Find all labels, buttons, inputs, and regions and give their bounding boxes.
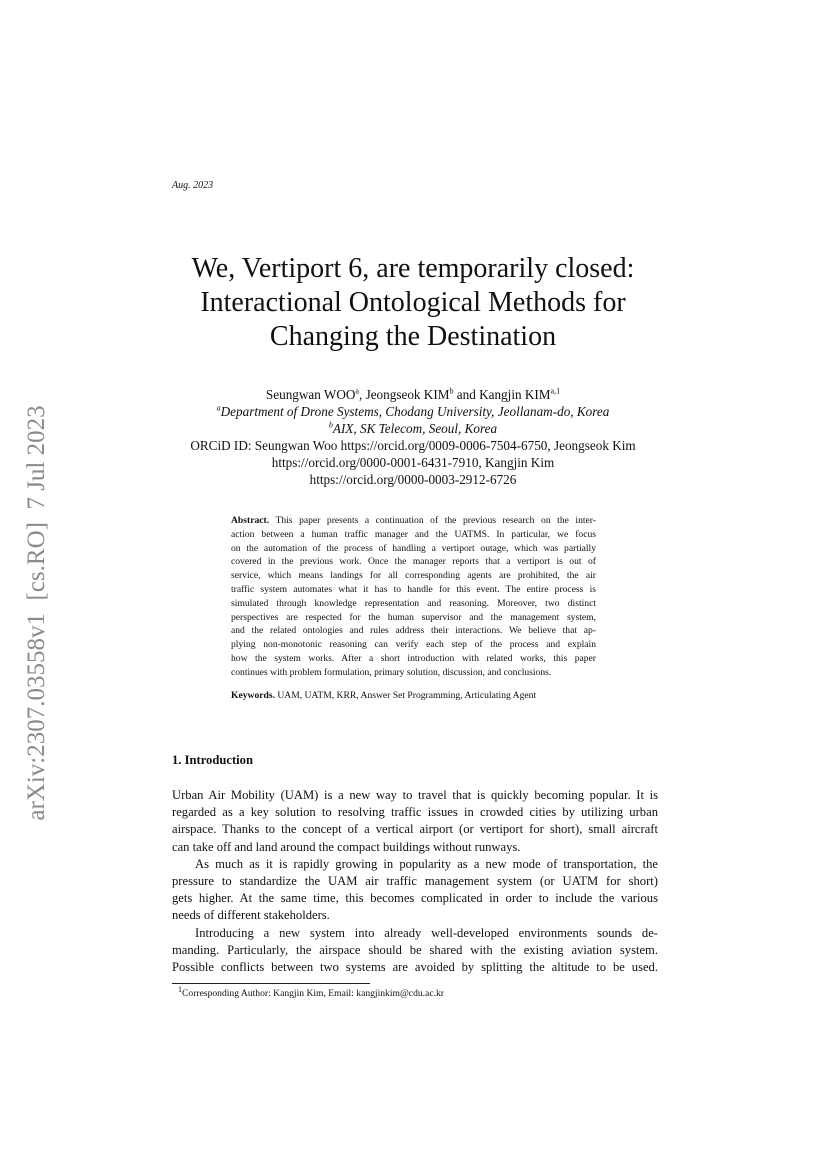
- abstract-line: Abstract. This paper presents a continuation of the previous research on the inter-: [231, 515, 596, 526]
- abstract-line: how the system works. After a short introduction with related works, this paper: [231, 652, 596, 664]
- affiliation-b: [150, 420, 676, 437]
- abstract-line: on the automation of the process of handling a vertiport outage, which was partially: [231, 542, 596, 554]
- header-date: Aug. 2023: [172, 180, 214, 191]
- body-line: Introducing a new system into already well-developed environments sounds de-: [195, 925, 658, 940]
- keywords-label: Keywords.: [231, 690, 275, 701]
- author-separator: and Kangjin KIM: [453, 387, 551, 402]
- author-name: Seungwan WOO: [265, 387, 356, 402]
- paper-title: [150, 252, 676, 354]
- body-line: needs of different stakeholders.: [172, 908, 330, 923]
- abstract-line: covered in the previous work. Once the manager reports that a vertiport is out of: [231, 556, 596, 568]
- abstract-line: continues with problem formulation, primary solution, discussion, and conclusions.: [231, 666, 552, 678]
- footnote-mark: 1: [178, 984, 182, 994]
- body-line: As much as it is rapidly growing in popularity as a new mode of transportation, the: [195, 856, 658, 871]
- author-affiliation-mark: a,1: [550, 386, 561, 396]
- body-line: manding. Particularly, the airspace should be shared with the existing aviation system.: [172, 942, 658, 957]
- body-line: airspace. Thanks to the concept of a vertical airport (or vertiport for short), small aircraft: [172, 822, 658, 837]
- abstract-line: action between a human traffic manager and the UATMS. In particular, we focus: [231, 528, 596, 540]
- body-line: regarded as a key solution to resolving traffic issues in crowded cities by utilizing urban: [172, 805, 658, 820]
- keywords-text: UAM, UATM, KRR, Answer Set Programming, Articulating Agent: [274, 690, 537, 701]
- body-text: [172, 787, 658, 976]
- abstract: [231, 514, 596, 680]
- affiliation-text: Department of Drone Systems, Chodang University, Jeollanam-do, Korea: [220, 404, 610, 419]
- abstract-line: simulated through knowledge representation and reasoning. Moreover, two distinct: [231, 597, 596, 609]
- affiliation-mark: b: [328, 420, 333, 430]
- abstract-line: perspectives are respected for the human supervisor and the management system,: [231, 611, 596, 623]
- title-line-3: Changing the Destination: [269, 321, 557, 352]
- author-block: [150, 386, 676, 488]
- abstract-line: traffic system automates what it has to handle for this event. The entire process is: [231, 583, 596, 595]
- footnote: [178, 984, 444, 999]
- body-line: Urban Air Mobility (UAM) is a new way to travel that is quickly becoming popular. It is: [172, 788, 658, 802]
- affiliation-mark: a: [216, 403, 221, 413]
- abstract-line: plying non-monotonic reasoning can verify each step of the process and explain: [231, 639, 596, 651]
- author-list: [150, 386, 676, 403]
- abstract-line: and the related ontologies and rules address their interactions. We believe that ap-: [231, 625, 596, 637]
- abstract-line: service, which means landings for all corresponding agents are prohibited, the air: [231, 570, 596, 582]
- section-heading: 1. Introduction: [172, 753, 253, 767]
- affiliation-text: AIX, SK Telecom, Seoul, Korea: [332, 421, 498, 436]
- title-line-2: Interactional Ontological Methods for: [200, 287, 626, 318]
- orcid-line-2: https://orcid.org/0000-0001-6431-7910, Kangjin Kim: [271, 455, 555, 470]
- author-affiliation-mark: a: [355, 386, 359, 396]
- affiliation-a: [150, 403, 676, 420]
- abstract-label: Abstract.: [231, 515, 270, 526]
- title-line-1: We, Vertiport 6, are temporarily closed:: [191, 253, 635, 284]
- footnote-divider: [172, 983, 370, 984]
- orcid-line-3: https://orcid.org/0000-0003-2912-6726: [309, 472, 517, 487]
- body-line: can take off and land around the compact buildings without runways.: [172, 839, 521, 854]
- orcid-line-1: ORCiD ID: Seungwan Woo https://orcid.org/0009-0006-7504-6750, Jeongseok Kim: [190, 438, 636, 453]
- footnote-text: Corresponding Author: Kangjin Kim, Email: kangjinkim@cdu.ac.kr: [182, 988, 444, 999]
- author-separator: , Jeongseok KIM: [358, 387, 450, 402]
- keywords: [231, 689, 631, 703]
- author-affiliation-mark: b: [449, 386, 454, 396]
- body-line: gets higher. At the same time, this becomes complicated in order to include the various: [172, 891, 658, 906]
- body-line: Possible conflicts between two systems are avoided by splitting the altitude to be used.: [172, 960, 658, 975]
- body-line: pressure to standardize the UAM air traffic management system (or UATM for short): [172, 874, 658, 889]
- arxiv-side-stamp: arXiv:2307.03558v1 [cs.RO] 7 Jul 2023: [23, 405, 50, 821]
